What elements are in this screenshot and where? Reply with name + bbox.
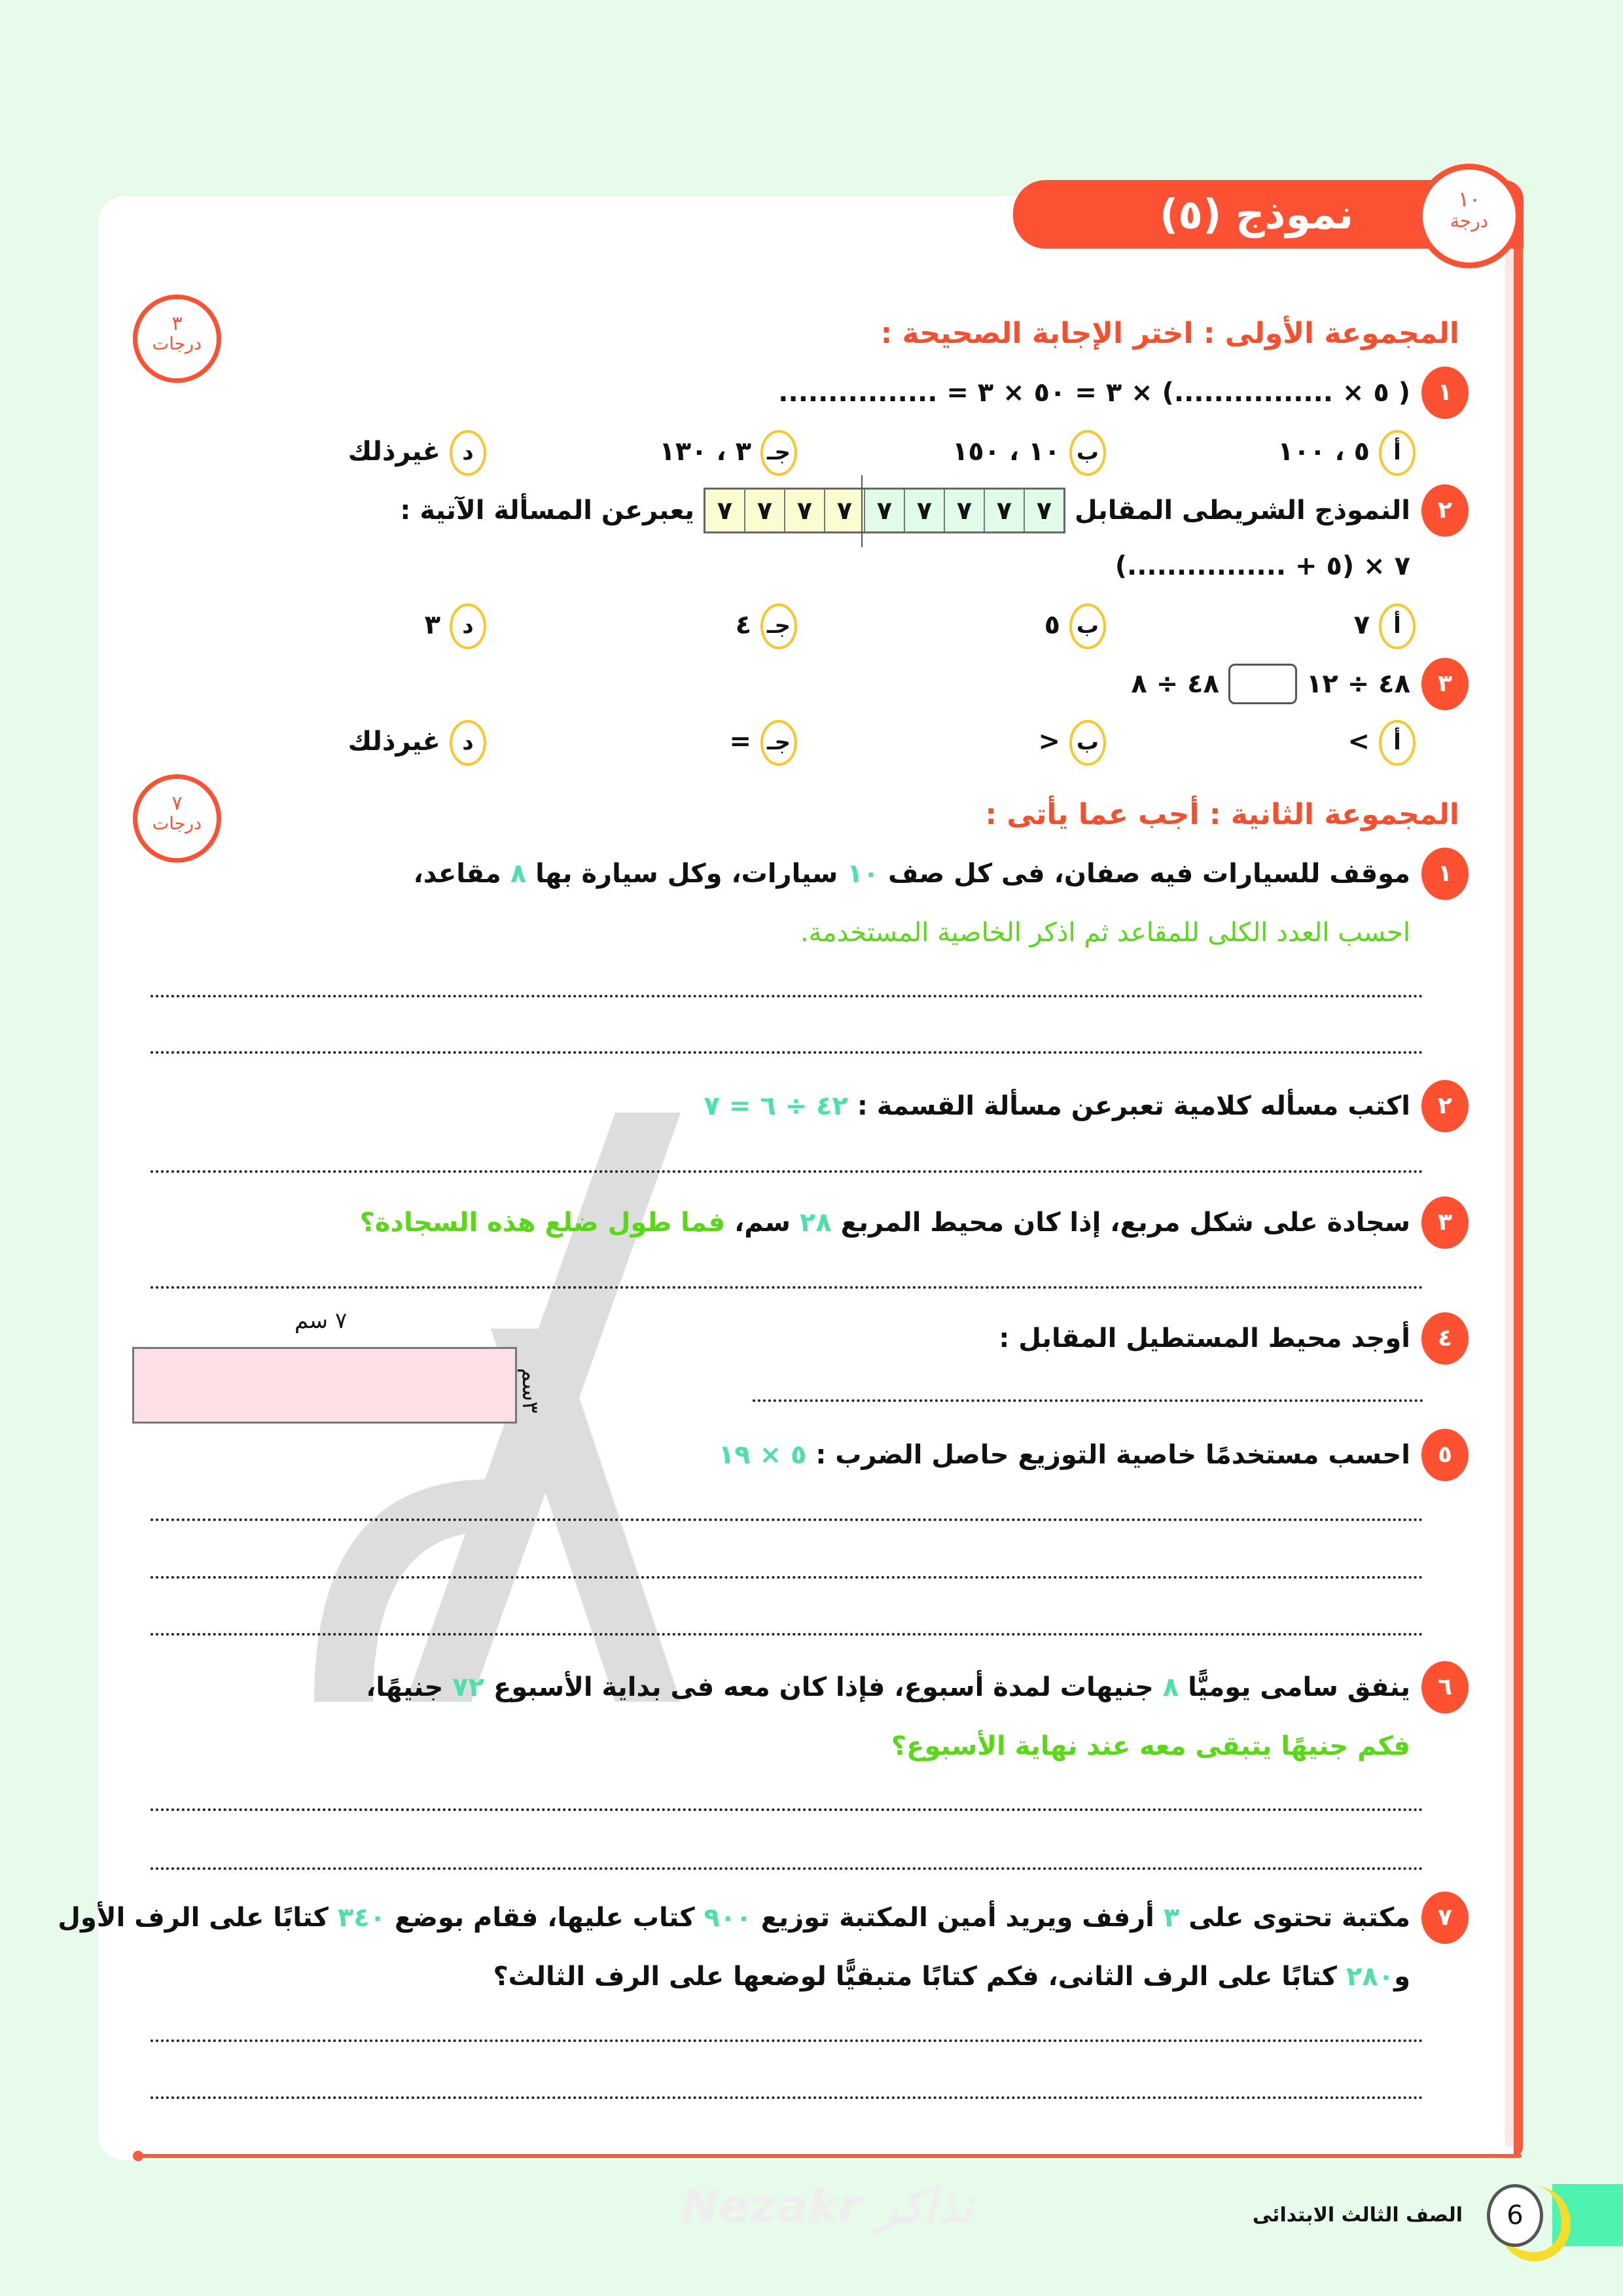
question-text — [704, 1086, 1410, 1126]
comparison-right: ٤٨ ÷ ٨ — [1131, 669, 1219, 699]
option-text: ١٠ ، ١٥٠ — [952, 437, 1060, 467]
tape-cell: ٧ — [865, 490, 905, 531]
option-letter: أ — [1379, 720, 1416, 766]
answer-line[interactable] — [151, 1633, 1423, 1636]
page-title: نموذج (٥) — [1159, 190, 1354, 238]
option-text: ٥ ، ١٠٠ — [1277, 437, 1370, 467]
tape-divider — [861, 475, 863, 547]
rectangle-figure — [132, 1347, 517, 1424]
option-letter: ب — [1069, 720, 1106, 766]
option-text: ٧ — [1353, 610, 1370, 640]
text: اكتب مسأله كلامية تعبرعن مسألة القسمة : — [847, 1091, 1410, 1121]
question-number: ٦ — [1421, 1661, 1469, 1713]
option-text: ٤ — [735, 610, 751, 640]
total-score: ١٠ — [1457, 187, 1481, 211]
watermark-text: Nezakr نذاكر — [681, 2179, 974, 2233]
option-d[interactable] — [348, 719, 486, 764]
option-text: غيرذلك — [348, 437, 440, 467]
question-number: ١ — [1421, 848, 1469, 900]
option-b[interactable] — [1044, 602, 1106, 648]
answer-line[interactable] — [151, 2039, 1423, 2042]
number: ٤٢ ÷ ٦ = ٧ — [704, 1091, 848, 1121]
text: كتابًا على الرف الأول — [58, 1903, 338, 1933]
option-text: < — [1038, 726, 1060, 757]
card-right-border — [1514, 216, 1523, 2157]
score-unit: درجة — [1450, 210, 1489, 232]
number: ٢٨٠ — [1346, 1962, 1395, 1992]
text: جنيهات لمدة أسبوع، فإذا كان معه فى بداية الأسبوع — [484, 1672, 1163, 1702]
option-text: = — [729, 726, 751, 757]
tape-cell: ٧ — [985, 490, 1025, 531]
score-unit: درجات — [152, 814, 202, 834]
rectangle-width-label: ٧ سم — [294, 1308, 348, 1334]
option-letter: جـ — [760, 430, 797, 476]
answer-line[interactable] — [151, 995, 1423, 997]
answer-line[interactable] — [151, 1170, 1423, 1173]
answer-line[interactable] — [151, 1051, 1423, 1054]
text: موقف للسيارات فيه صفان، فى كل صف — [879, 859, 1410, 889]
question-text — [58, 1898, 1410, 1937]
answer-line[interactable] — [151, 2096, 1423, 2099]
option-a[interactable] — [1347, 719, 1416, 764]
option-letter: أ — [1379, 430, 1416, 476]
card-border-shadow — [1505, 249, 1514, 2147]
answer-line[interactable] — [753, 1399, 1423, 1402]
tape-cell: ٧ — [905, 490, 945, 531]
number: ٢٨ — [799, 1208, 832, 1238]
score-unit: درجات — [152, 334, 202, 354]
answer-line[interactable] — [151, 1576, 1423, 1579]
question-2-line — [400, 488, 1410, 533]
group1-title: المجموعة الأولى : اختر الإجابة الصحيحة : — [880, 317, 1459, 350]
question-number: ١ — [1421, 367, 1469, 419]
text: جنيهًا، — [366, 1672, 453, 1702]
answer-line[interactable] — [151, 1808, 1423, 1811]
answer-line[interactable] — [151, 1867, 1423, 1870]
tape-cell: ٧ — [705, 490, 745, 531]
question-number: ٣ — [1421, 658, 1469, 710]
number: ١٠ — [847, 859, 880, 889]
grade-label: الصف الثالث الابتدائى — [1252, 2204, 1463, 2227]
option-letter: د — [450, 603, 486, 649]
option-text: ٣ ، ١٣٠ — [659, 437, 751, 467]
page-number: 6 — [1487, 2184, 1543, 2247]
score: ٧ — [171, 792, 183, 815]
question-text-line2 — [493, 1957, 1410, 1996]
comparison-left: ٤٨ ÷ ١٢ — [1306, 669, 1410, 699]
score: ٣ — [171, 312, 183, 335]
text: سم، — [725, 1208, 800, 1238]
tape-cell: ٧ — [785, 490, 825, 531]
option-c[interactable] — [729, 719, 797, 764]
number: ٥ × ١٩ — [718, 1440, 807, 1470]
text: ينفق سامى يوميًّا — [1179, 1672, 1410, 1702]
number: ٨ — [510, 859, 527, 889]
text: مقاعد، — [413, 859, 510, 889]
option-text: غيرذلك — [348, 726, 440, 757]
option-letter: ب — [1069, 603, 1106, 649]
question-number: ٧ — [1421, 1892, 1469, 1944]
text: كتاب عليها، فقام بوضع — [385, 1903, 704, 1933]
question-text — [719, 1435, 1410, 1475]
option-d[interactable] — [348, 429, 486, 475]
tape-cell: ٧ — [945, 490, 985, 531]
text: مكتبة تحتوى على — [1179, 1903, 1410, 1933]
group2-score-badge — [133, 774, 221, 863]
question-number: ٥ — [1421, 1429, 1469, 1481]
question-number: ٢ — [1421, 484, 1469, 537]
question-text: أوجد محيط المستطيل المقابل : — [999, 1323, 1410, 1354]
expression: ٧ × (٥ + ................) — [1115, 551, 1410, 581]
question-3-line — [1131, 662, 1410, 706]
question-text: النموذج الشريطى المقابل — [1074, 495, 1410, 526]
question-text — [366, 1668, 1410, 1707]
border-end-dot — [133, 2151, 143, 2161]
rectangle-height-label: ٣سم — [517, 1368, 543, 1414]
group2-title: المجموعة الثانية : أجب عما يأتى : — [985, 798, 1459, 831]
question-subtext: فكم جنيهًا يتبقى معه عند نهاية الأسبوع؟ — [891, 1731, 1410, 1761]
text: فما طول ضلع هذه السجادة؟ — [359, 1208, 726, 1238]
question-text-cont: يعبرعن المسألة الآتية : — [400, 495, 694, 526]
option-letter: أ — [1379, 603, 1416, 649]
option-b[interactable] — [1038, 719, 1106, 764]
answer-line[interactable] — [151, 1286, 1423, 1289]
comparison-answer-box[interactable] — [1228, 664, 1297, 704]
question-text — [360, 1203, 1410, 1242]
option-letter: جـ — [760, 720, 797, 766]
tape-diagram — [704, 488, 1065, 533]
option-b[interactable] — [952, 429, 1106, 475]
text: كتابًا على الرف الثانى، فكم كتابًا متبقيًّا لوضعها على الرف الثالث؟ — [493, 1962, 1346, 1992]
text: سيارات، وكل سيارة بها — [526, 859, 847, 889]
card-bottom-border — [137, 2154, 1522, 2158]
option-c[interactable] — [659, 429, 797, 475]
number: ٨ — [1162, 1672, 1179, 1702]
answer-line[interactable] — [151, 1518, 1423, 1521]
number: ٩٠٠ — [704, 1903, 752, 1933]
option-text: > — [1347, 726, 1370, 757]
option-text: ٥ — [1044, 610, 1060, 640]
tape-cell: ٧ — [1025, 490, 1063, 531]
option-letter: د — [450, 430, 486, 476]
number: ٣٤٠ — [337, 1903, 386, 1933]
text: سجادة على شكل مربع، إذا كان محيط المربع — [831, 1208, 1410, 1238]
number: ٧٢ — [452, 1672, 485, 1702]
option-letter: ب — [1069, 430, 1106, 476]
question-number: ٣ — [1421, 1196, 1469, 1249]
question-subtext: احسب العدد الكلى للمقاعد ثم اذكر الخاصية المستخدمة. — [800, 918, 1410, 948]
option-a[interactable] — [1354, 602, 1416, 648]
question-number: ٤ — [1421, 1312, 1469, 1365]
question-number: ٢ — [1421, 1080, 1469, 1132]
group1-score-badge — [133, 295, 221, 383]
text: و — [1394, 1962, 1410, 1992]
option-letter: د — [450, 720, 486, 766]
total-score-badge — [1417, 164, 1522, 268]
text: احسب مستخدمًا خاصية التوزيع حاصل الضرب : — [806, 1440, 1410, 1470]
option-a[interactable] — [1277, 429, 1416, 475]
option-c[interactable] — [736, 602, 797, 648]
text: أرفف ويريد أمين المكتبة توزيع — [751, 1903, 1164, 1933]
question-text: ( ٥ × ................) × ٣ = ٥٠ × ٣ = ................ — [778, 378, 1410, 408]
option-d[interactable] — [425, 602, 486, 648]
option-text: ٣ — [424, 610, 440, 640]
question-text — [414, 854, 1410, 893]
number: ٣ — [1163, 1903, 1180, 1933]
option-letter: جـ — [760, 603, 797, 649]
tape-cell: ٧ — [745, 490, 785, 531]
tape-cell: ٧ — [825, 490, 865, 531]
